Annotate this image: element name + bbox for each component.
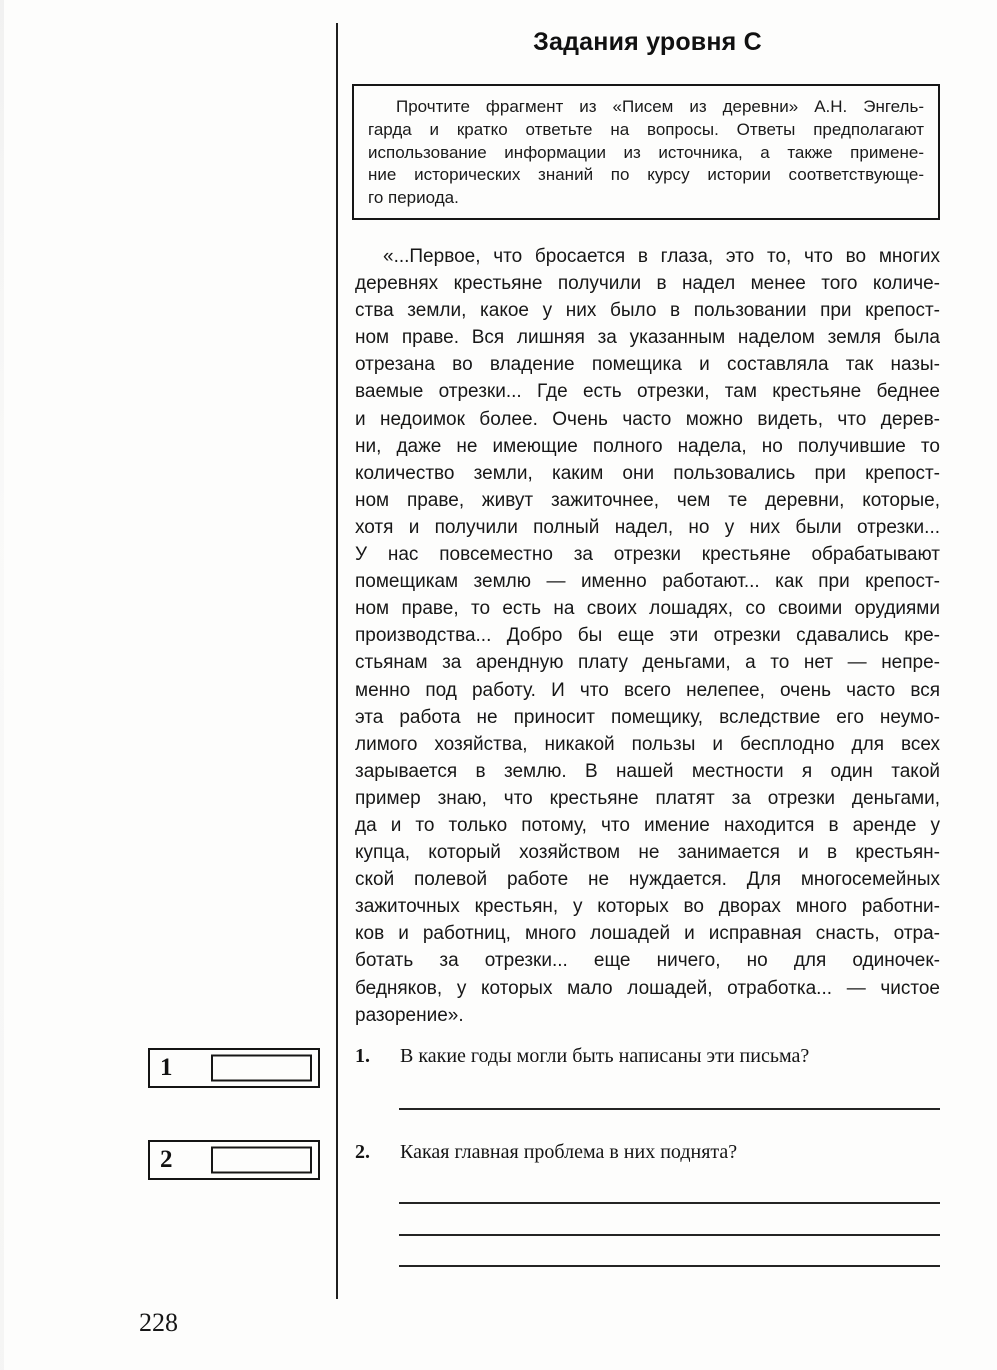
text-line: ваемые отрезки... Где есть отрезки, там крестьяне беднее (355, 381, 940, 403)
margin-score-box-1 (148, 1048, 320, 1088)
question-2 (355, 1141, 940, 1164)
text-line: ние исторических знаний по курсу истории соответствующе- (368, 165, 924, 185)
text-line: зажиточных крестьян, у которых во дворах много работни- (355, 896, 940, 918)
answer-line (399, 1202, 940, 1204)
margin-divider-line (336, 23, 338, 1299)
answer-line (399, 1108, 940, 1110)
text-line: ни, даже не имеющие полного надела, но получившие то (355, 435, 940, 457)
answer-line (399, 1234, 940, 1236)
page-number: 228 (139, 1308, 178, 1337)
text-line: да и то только потому, что имение находится в аренде у (355, 814, 940, 836)
text-line: ном праве, живут зажиточнее, чем те деревни, которые, (355, 489, 940, 511)
scan-edge-shadow (0, 0, 4, 1370)
text-line: количество земли, каким они пользовались при крепост- (355, 462, 940, 484)
instruction-box (352, 84, 940, 220)
text-line: ской полевой работе не нуждается. Для многосемейных (355, 869, 940, 891)
margin-box-2-number: 2 (160, 1146, 173, 1173)
text-line: использование информации из источника, а также примене- (368, 142, 924, 162)
text-line: лимого хозяйства, никакой пользы и бесплодно для всех (355, 733, 940, 755)
text-line: деревнях крестьяне получили в надел менее того количе- (355, 273, 940, 295)
text-line: пример знаю, что крестьяне платят за отрезки деньгами, (355, 787, 940, 809)
text-line: ков и работниц, много лошадей и исправная снасть, отра- (355, 923, 940, 945)
question-1 (355, 1045, 940, 1068)
score-slot-rect (211, 1055, 312, 1082)
text-line: хотя и получили полный надел, но у них были отрезки... (355, 516, 940, 538)
margin-score-box-2 (148, 1140, 320, 1180)
text-line: «...Первое, что бросается в глаза, это то, что во многих (383, 246, 940, 267)
text-line: помещикам землю — именно работают... как при крепост- (355, 571, 940, 593)
source-passage (355, 243, 940, 1029)
text-line: бедняков, у которых мало лошадей, отработка... — чистое (355, 977, 940, 999)
question-1-text: В какие годы могли быть написаны эти письма? (400, 1045, 810, 1067)
score-slot-rect (211, 1147, 312, 1174)
answer-line (399, 1265, 940, 1267)
text-line: менно под работу. И что всего нелепее, очень часто вся (355, 679, 940, 701)
question-2-number: 2. (355, 1141, 370, 1163)
text-line: ботать за отрезки... еще ничего, но для одиночек- (355, 950, 940, 972)
text-line: ства земли, какое у них было в пользовании при крепост- (355, 300, 940, 322)
text-line: разорение». (355, 1004, 464, 1026)
text-line: производства... Добро бы еще эти отрезки сдавались кре- (355, 625, 940, 647)
text-line: купца, который хозяйством не занимается и в крестьян- (355, 842, 940, 864)
text-line: ном праве. Вся лишняя за указанным наделом земля была (355, 327, 940, 349)
text-line: зарывается в землю. В нашей местности я один такой (355, 760, 940, 782)
text-line: ном праве, то есть на своих лошадях, со своими орудиями (355, 598, 940, 620)
text-line: гарда и кратко ответьте на вопросы. Ответы предполагают (368, 119, 924, 139)
text-line: стьянам за арендную плату деньгами, а то нет — непре- (355, 652, 940, 674)
text-line: го периода. (368, 188, 459, 208)
question-2-text: Какая главная проблема в них поднята? (400, 1141, 738, 1163)
margin-box-1-number: 1 (160, 1054, 173, 1081)
page-title: Задания уровня С (533, 28, 762, 56)
text-line: отрезана во владение помещика и составляла так назы- (355, 354, 940, 376)
question-1-number: 1. (355, 1045, 370, 1067)
text-line: У нас повсеместно за отрезки крестьяне обрабатывают (355, 544, 940, 566)
text-line: и недоимок более. Очень часто можно видеть, что дерев- (355, 408, 940, 430)
text-line: Прочтите фрагмент из «Писем из деревни» А.Н. Энгель- (396, 97, 924, 116)
text-line: эта работа не приносит помещику, вследствие его неумо- (355, 706, 940, 728)
